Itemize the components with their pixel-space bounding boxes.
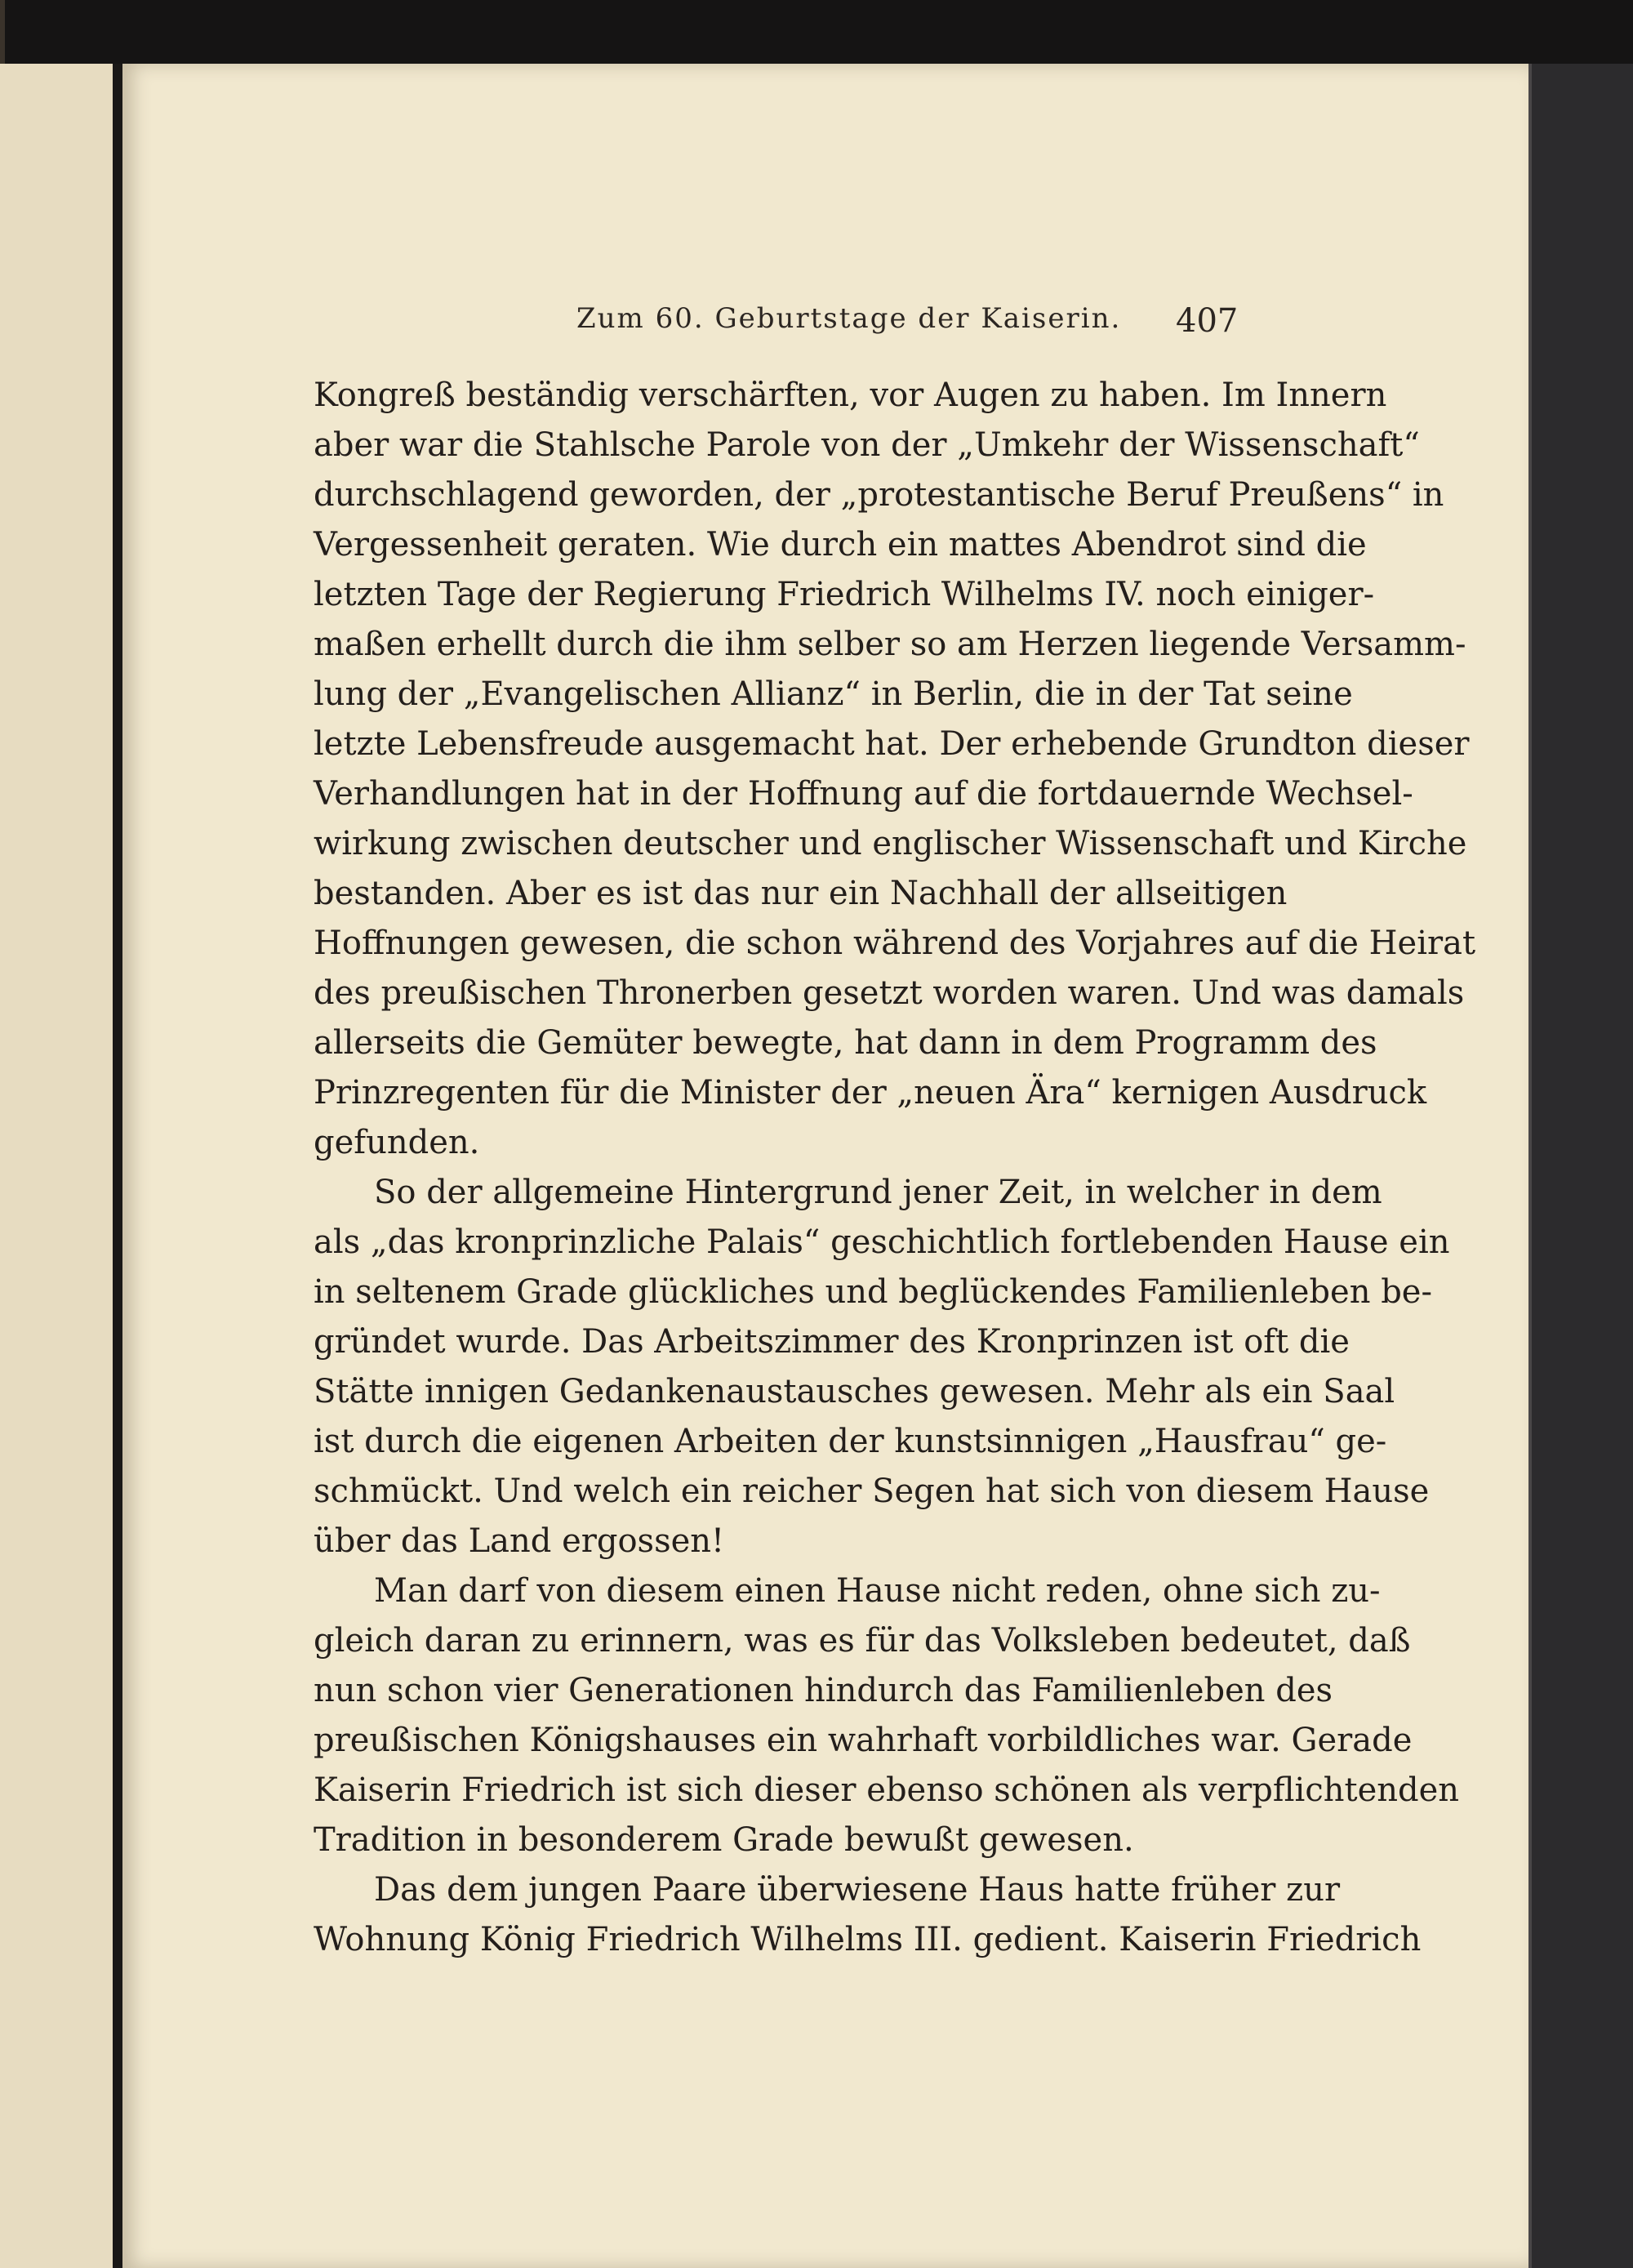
text-line: So der allgemeine Hintergrund jener Zeit, in welcher in dem xyxy=(374,1174,1382,1211)
text-line: Vergessenheit geraten. Wie durch ein mattes Abendrot sind die xyxy=(314,526,1367,564)
text-line: Prinzregenten für die Minister der „neuen Ära“ kernigen Ausdruck xyxy=(314,1074,1427,1112)
text-line: gefunden. xyxy=(314,1124,480,1161)
text-line: schmückt. Und welch ein reicher Segen hat sich von diesem Hause xyxy=(314,1473,1430,1510)
text-line: ist durch die eigenen Arbeiten der kunstsinnigen „Hausfrau“ ge- xyxy=(314,1423,1387,1460)
text-line: maßen erhellt durch die ihm selber so am Herzen liegende Versamm- xyxy=(314,626,1466,663)
text-line: über das Land ergossen! xyxy=(314,1522,725,1560)
text-line: durchschlagend geworden, der „protestantische Beruf Preußens“ in xyxy=(314,476,1444,514)
text-line: wirkung zwischen deutscher und englischer Wissenschaft und Kirche xyxy=(314,825,1467,862)
running-head: Zum 60. Geburtstage der Kaiserin. xyxy=(576,302,1122,335)
text-line: als „das kronprinzliche Palais“ geschichtlich fortlebenden Hause ein xyxy=(314,1223,1450,1261)
text-line: aber war die Stahlsche Parole von der „Umkehr der Wissenschaft“ xyxy=(314,426,1420,464)
text-line: in seltenem Grade glückliches und beglückendes Familienleben be- xyxy=(314,1273,1432,1311)
text-line: Man darf von diesem einen Hause nicht reden, ohne sich zu- xyxy=(374,1572,1381,1610)
text-line: gleich daran zu erinnern, was es für das Volksleben bedeutet, daß xyxy=(314,1622,1411,1660)
text-line: Verhandlungen hat in der Hoffnung auf die fortdauernde Wechsel- xyxy=(314,775,1413,813)
body-text xyxy=(314,371,1476,1965)
text-line: des preußischen Thronerben gesetzt worden waren. Und was damals xyxy=(314,974,1465,1012)
text-line: gründet wurde. Das Arbeitszimmer des Kronprinzen ist oft die xyxy=(314,1323,1350,1361)
text-line: letzte Lebensfreude ausgemacht hat. Der erhebende Grundton dieser xyxy=(314,725,1470,763)
text-line: Kaiserin Friedrich ist sich dieser ebenso schönen als verpflichtenden xyxy=(314,1771,1460,1809)
text-line: Stätte innigen Gedankenaustausches gewesen. Mehr als ein Saal xyxy=(314,1373,1395,1410)
text-line: nun schon vier Generationen hindurch das Familienleben des xyxy=(314,1672,1333,1709)
text-line: allerseits die Gemüter bewegte, hat dann in dem Programm des xyxy=(314,1024,1377,1062)
cover-edge-highlight xyxy=(1528,64,1532,2268)
text-line: preußischen Königshauses ein wahrhaft vorbildliches war. Gerade xyxy=(314,1722,1413,1759)
text-line: Das dem jungen Paare überwiesene Haus hatte früher zur xyxy=(374,1871,1341,1909)
book-cover-edge xyxy=(1528,64,1633,2268)
text-line: bestanden. Aber es ist das nur ein Nachhall der allseitigen xyxy=(314,875,1288,912)
text-line: Hoffnungen gewesen, die schon während des Vorjahres auf die Heirat xyxy=(314,925,1476,962)
book-gutter xyxy=(113,64,122,2268)
previous-page-edge xyxy=(0,64,113,2268)
text-line: letzten Tage der Regierung Friedrich Wilhelms IV. noch einiger- xyxy=(314,576,1375,613)
text-line: lung der „Evangelischen Allianz“ in Berlin, die in der Tat seine xyxy=(314,675,1353,713)
text-line: Wohnung König Friedrich Wilhelms III. gedient. Kaiserin Friedrich xyxy=(314,1921,1422,1958)
text-line: Kongreß beständig verschärften, vor Augen zu haben. Im Innern xyxy=(314,377,1387,414)
page-number: 407 xyxy=(1176,302,1239,340)
text-line: Tradition in besonderem Grade bewußt gewesen. xyxy=(314,1821,1134,1859)
